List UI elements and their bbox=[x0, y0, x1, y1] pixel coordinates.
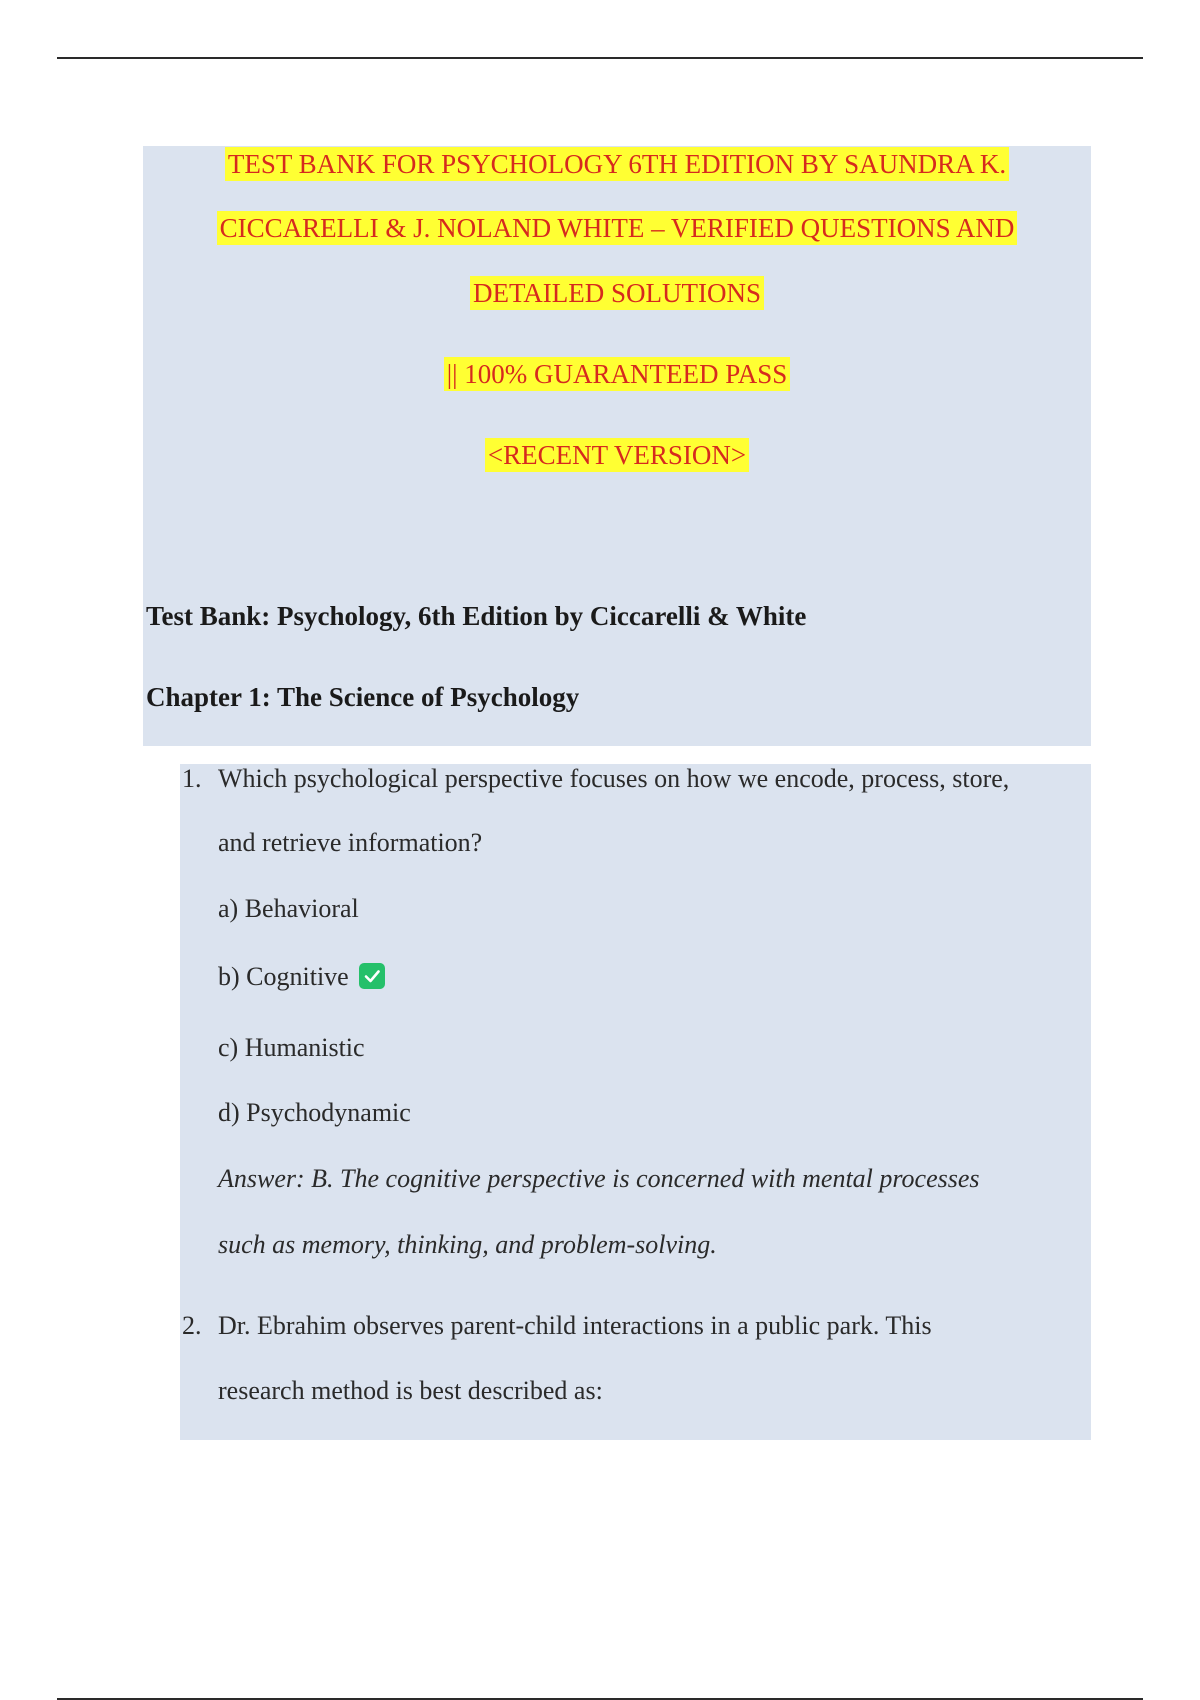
question-text-1-line-2: and retrieve information? bbox=[218, 828, 483, 857]
document-subtitle: Test Bank: Psychology, 6th Edition by Ciccarelli & White bbox=[146, 601, 807, 631]
question-text-2-line-2: research method is best described as: bbox=[218, 1376, 603, 1405]
answer-line-1: Answer: B. The cognitive perspective is concerned with mental processes bbox=[218, 1164, 980, 1193]
option-c: c) Humanistic bbox=[218, 1033, 365, 1062]
title-line-5: <RECENT VERSION> bbox=[485, 438, 749, 472]
question-number-1: 1. bbox=[182, 764, 202, 793]
option-b-row bbox=[218, 962, 385, 992]
answer-line-2: such as memory, thinking, and problem-solving. bbox=[218, 1230, 717, 1259]
question-number-2: 2. bbox=[182, 1311, 202, 1340]
title-block bbox=[143, 146, 1091, 746]
title-line-3: DETAILED SOLUTIONS bbox=[470, 276, 764, 310]
option-d: d) Psychodynamic bbox=[218, 1098, 411, 1127]
check-mark-icon bbox=[359, 963, 385, 989]
title-line-1: TEST BANK FOR PSYCHOLOGY 6TH EDITION BY SAUNDRA K. bbox=[225, 147, 1009, 181]
question-text-1-line-1: Which psychological perspective focuses on how we encode, process, store, bbox=[218, 764, 1010, 793]
title-line-2: CICCARELLI & J. NOLAND WHITE – VERIFIED QUESTIONS AND bbox=[217, 211, 1018, 245]
question-text-2-line-1: Dr. Ebrahim observes parent-child interactions in a public park. This bbox=[218, 1311, 932, 1340]
title-line-4: || 100% GUARANTEED PASS bbox=[444, 357, 791, 391]
option-b: b) Cognitive bbox=[218, 962, 349, 991]
chapter-heading: Chapter 1: The Science of Psychology bbox=[146, 682, 580, 712]
option-a: a) Behavioral bbox=[218, 894, 359, 923]
question-block bbox=[180, 764, 1091, 1440]
top-rule bbox=[57, 57, 1143, 59]
